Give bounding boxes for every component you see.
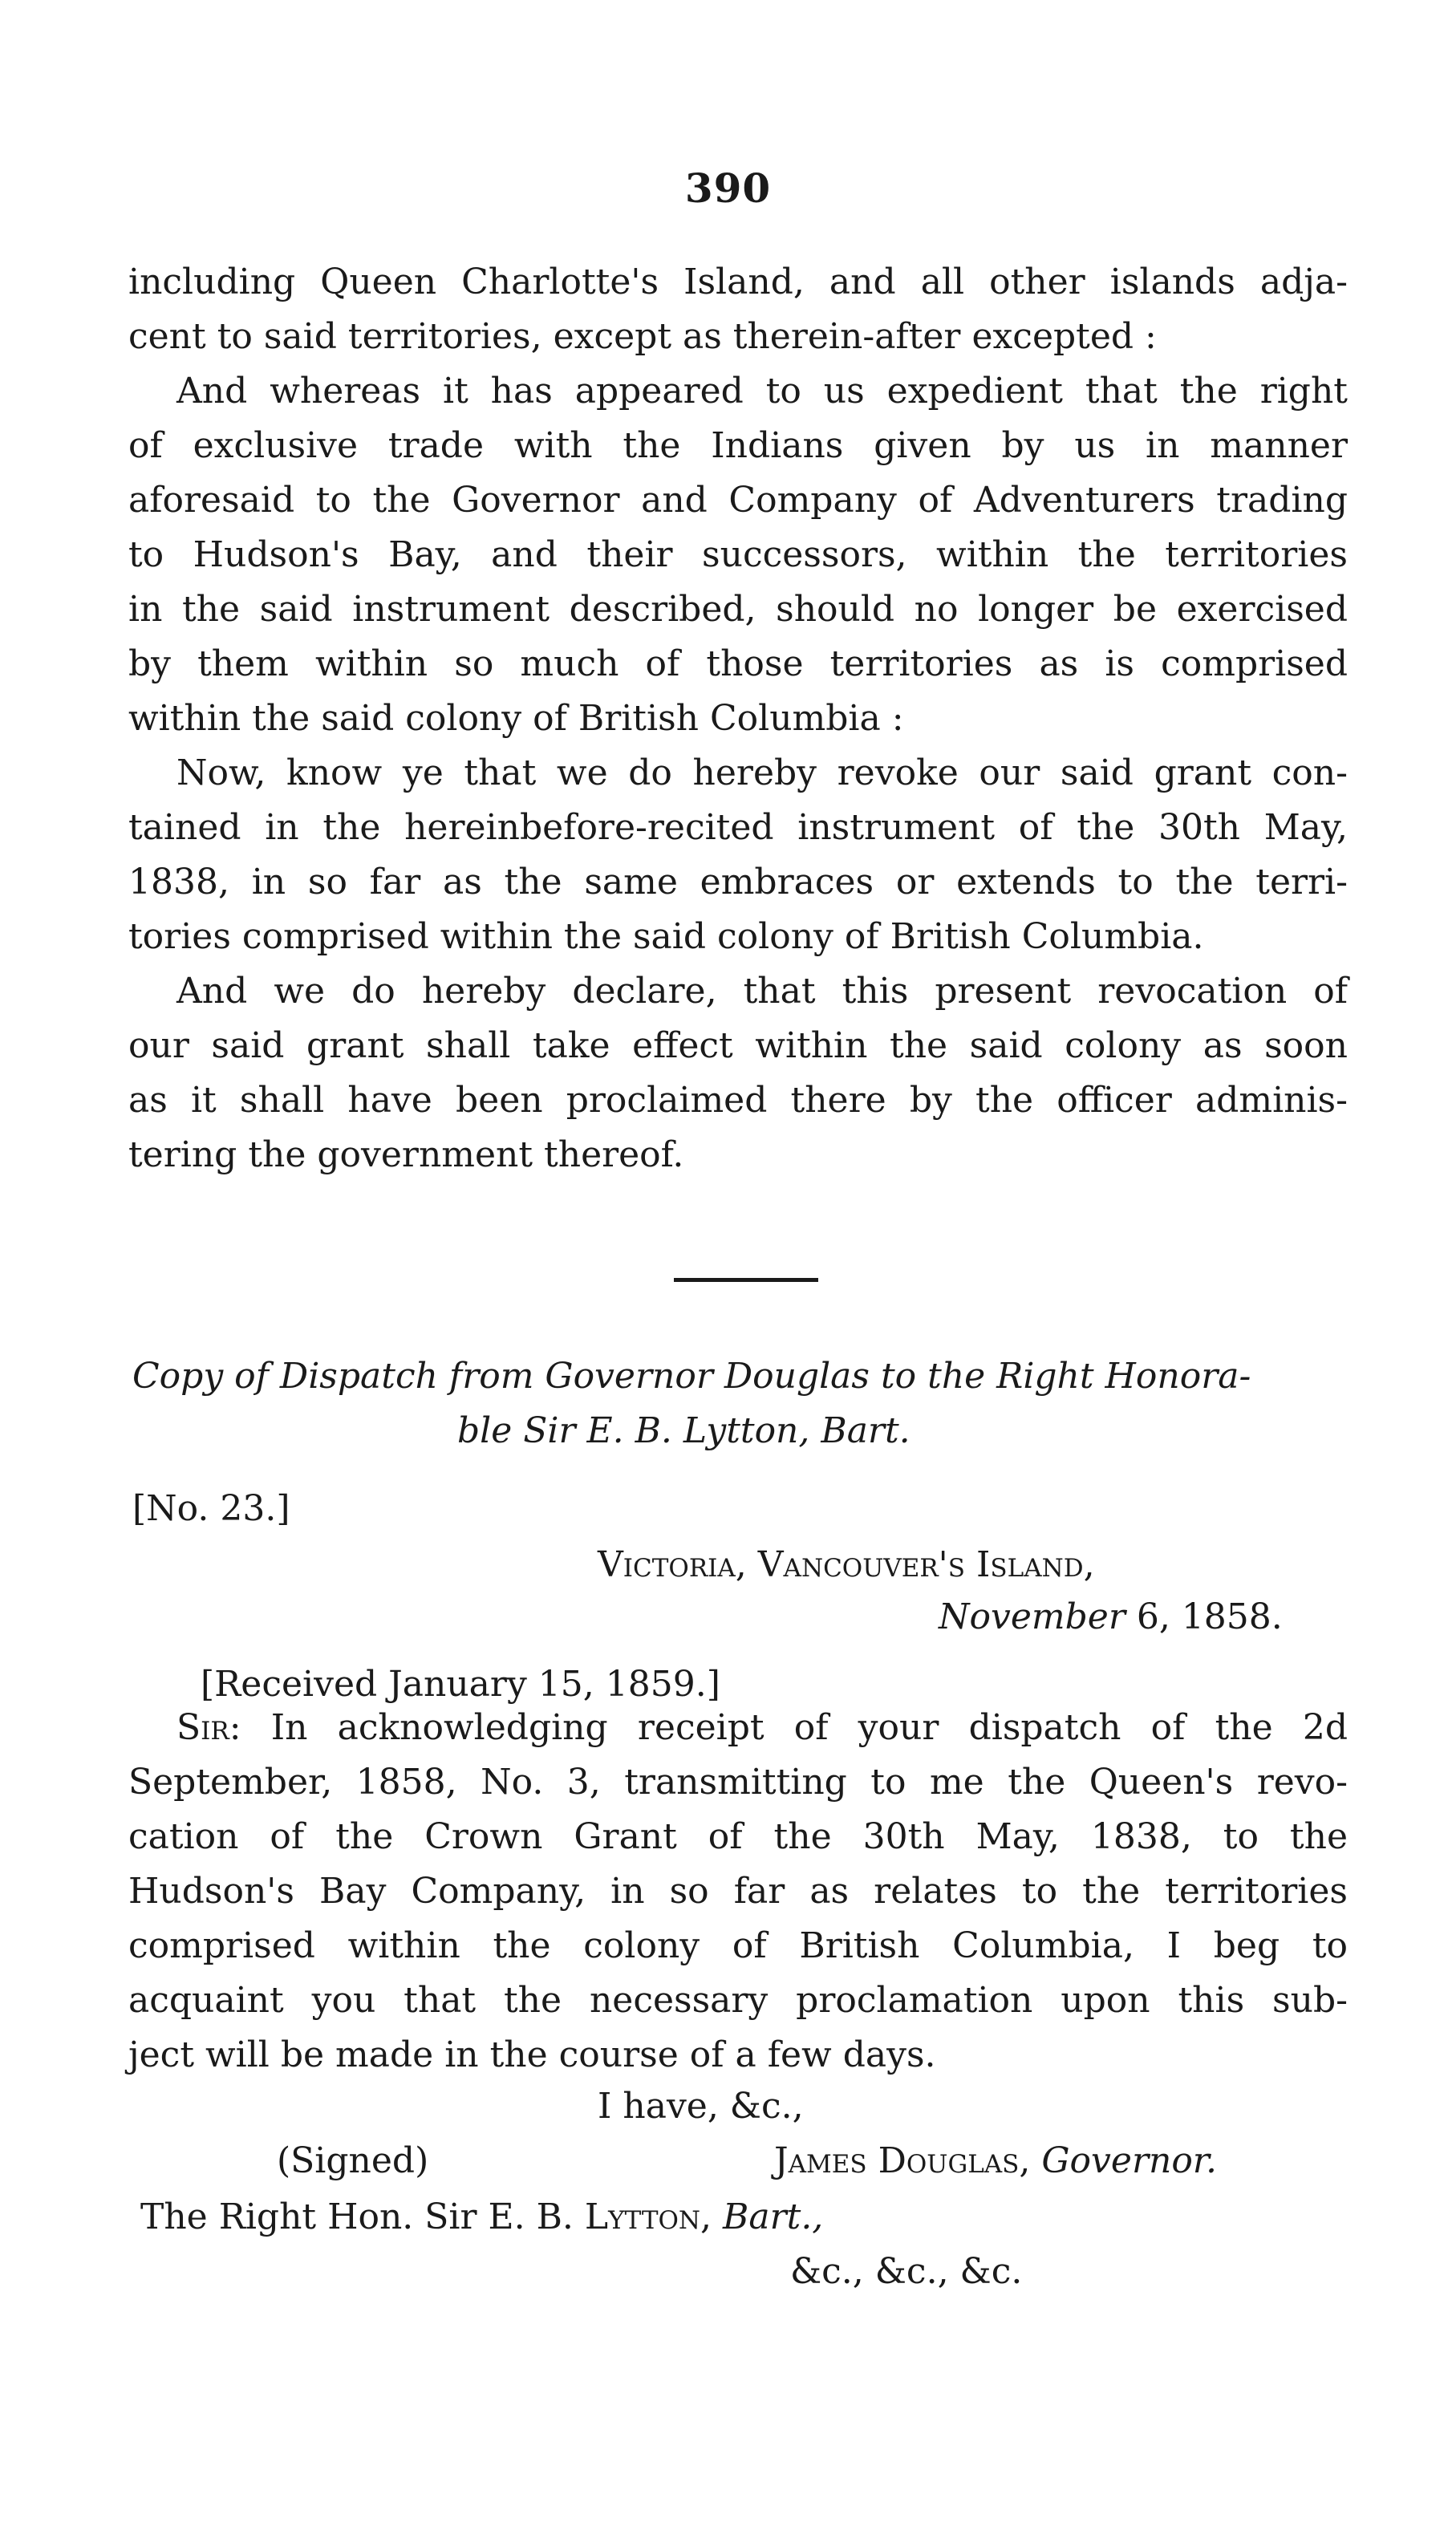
salutation: Sir: [176, 1707, 229, 1748]
text-line: within the said colony of British Columbia :: [128, 698, 904, 739]
text-line: Now, know ye that we do hereby revoke our said grant con-: [176, 752, 1348, 793]
text-line: September, 1858, No. 3, transmitting to me the Queen's revo-: [128, 1762, 1348, 1803]
etc-line: &c., &c., &c.: [790, 2251, 1023, 2292]
section-divider: [674, 1278, 818, 1282]
text-line: aforesaid to the Governor and Company of Adventurers trading: [128, 480, 1348, 521]
addressee-suffix: Bart.,: [723, 2196, 824, 2237]
text-line: tained in the hereinbefore-recited instrument of the 30th May,: [128, 807, 1348, 848]
text-line: tering the government thereof.: [128, 1134, 684, 1175]
text-line: to Hudson's Bay, and their successors, within the territories: [128, 534, 1348, 575]
paragraph: [128, 746, 1348, 964]
text-line: of exclusive trade with the Indians given by us in manner: [128, 425, 1348, 466]
text-line: Hudson's Bay Company, in so far as relates to the territories: [128, 1871, 1348, 1912]
paragraph: [128, 255, 1348, 364]
text-line: in the said instrument described, should no longer be exercised: [128, 589, 1348, 630]
text-line: [128, 1701, 1348, 1755]
date-rest: 6, 1858.: [1125, 1596, 1283, 1637]
text-line: our said grant shall take effect within the said colony as soon: [128, 1025, 1348, 1066]
text-line: And we do hereby declare, that this present revocation of: [176, 971, 1348, 1012]
dispatch-number: [No. 23.]: [132, 1488, 290, 1529]
text-line: as it shall have been proclaimed there by the officer adminis-: [128, 1080, 1348, 1121]
dispatch-date: [939, 1596, 1283, 1637]
text-line: And whereas it has appeared to us expedient that the right: [176, 371, 1348, 412]
signer-name: James Douglas,: [774, 2140, 1031, 2181]
dispatch-heading-line2: ble Sir E. B. Lytton, Bart.: [457, 1410, 911, 1451]
text-line-rest: : In acknowledging receipt of your dispatch of the 2d: [229, 1707, 1348, 1748]
paragraph: [128, 364, 1348, 746]
dispatch-place: Victoria, Vancouver's Island,: [598, 1544, 1095, 1585]
paragraph: [128, 964, 1348, 1182]
text-line: including Queen Charlotte's Island, and all other islands adja-: [128, 262, 1348, 302]
closing: I have, &c.,: [598, 2086, 804, 2127]
text-line: 1838, in so far as the same embraces or extends to the terri-: [128, 862, 1348, 902]
received-note: [Received January 15, 1859.]: [201, 1664, 720, 1705]
dispatch-body: [128, 1701, 1348, 2083]
page-number: 390: [684, 164, 772, 212]
date-month: November: [939, 1596, 1125, 1637]
addressee-prefix: The Right Hon. Sir E. B.: [140, 2196, 585, 2237]
text-line: comprised within the colony of British Columbia, I beg to: [128, 1925, 1348, 1966]
signer-title: Governor.: [1041, 2140, 1217, 2181]
signed-label: (Signed): [277, 2140, 429, 2181]
text-line: ject will be made in the course of a few days.: [128, 2034, 936, 2075]
signature: [774, 2140, 1217, 2181]
text-line: cation of the Crown Grant of the 30th May, 1838, to the: [128, 1816, 1348, 1857]
text-line: tories comprised within the said colony of British Columbia.: [128, 916, 1204, 957]
text-line: acquaint you that the necessary proclamation upon this sub-: [128, 1980, 1348, 2021]
text-line: cent to said territories, except as therein-after excepted :: [128, 316, 1157, 357]
addressee-name: Lytton,: [584, 2196, 712, 2237]
top-text-block: [128, 255, 1348, 1182]
addressee: [140, 2196, 823, 2237]
dispatch-heading-line1: Copy of Dispatch from Governor Douglas to the Right Honora-: [132, 1356, 1251, 1397]
text-line: by them within so much of those territories as is comprised: [128, 643, 1348, 684]
